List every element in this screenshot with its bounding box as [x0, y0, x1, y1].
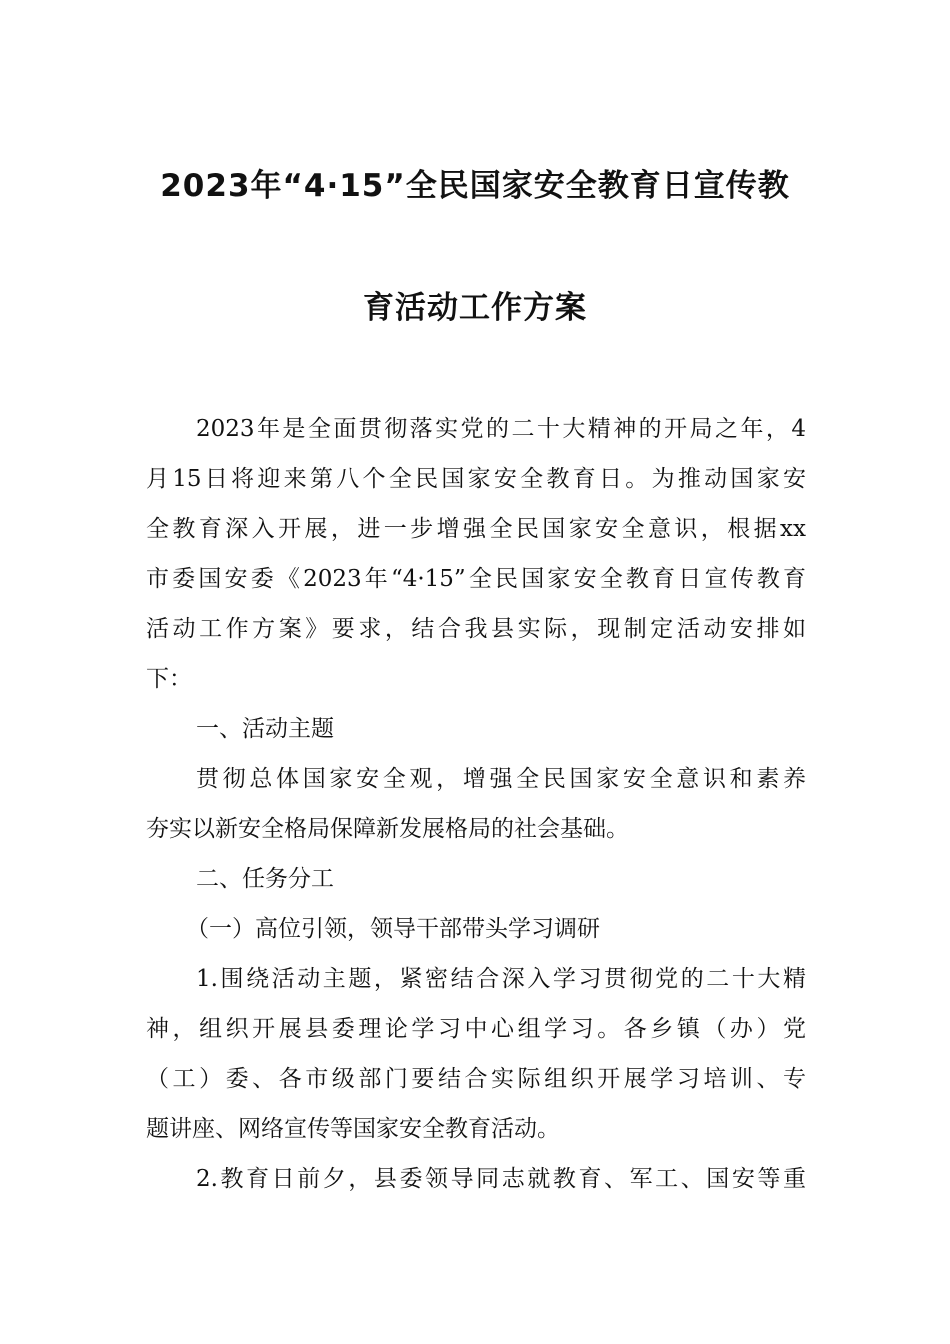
section-2-heading: 二、任务分工 [196, 866, 334, 892]
intro-line-1: 2023年是全面贯彻落实党的二十大精神的开局之年，4 [196, 416, 806, 442]
section-1-heading: 一、活动主题 [196, 716, 334, 742]
document-title-line-1: 2023年“4·15”全民国家安全教育日宣传教 [160, 168, 790, 204]
item-1-line-1: 1.围绕活动主题，紧密结合深入学习贯彻党的二十大精 [196, 966, 806, 992]
item-2-line-1: 2.教育日前夕，县委领导同志就教育、军工、国安等重 [196, 1166, 806, 1192]
item-1-line-4: 题讲座、网络宣传等国家安全教育活动。 [146, 1116, 560, 1142]
item-1-line-2: 神，组织开展县委理论学习中心组学习。各乡镇（办）党 [146, 1016, 806, 1042]
intro-line-6: 下： [146, 666, 192, 692]
subsection-1-heading: （一）高位引领，领导干部带头学习调研 [186, 916, 600, 942]
intro-line-4: 市委国安委《2023年“4·15”全民国家安全教育日宣传教育 [146, 566, 806, 592]
document-title-line-2: 育活动工作方案 [363, 290, 587, 326]
section-1-line-1: 贯彻总体国家安全观，增强全民国家安全意识和素养 [196, 766, 806, 792]
item-1-line-3: （工）委、各市级部门要结合实际组织开展学习培训、专 [146, 1066, 806, 1092]
section-1-line-2: 夯实以新安全格局保障新发展格局的社会基础。 [146, 816, 629, 842]
intro-line-3: 全教育深入开展，进一步增强全民国家安全意识，根据xx [146, 516, 806, 542]
intro-line-2: 月15日将迎来第八个全民国家安全教育日。为推动国家安 [146, 466, 806, 492]
intro-line-5: 活动工作方案》要求，结合我县实际，现制定活动安排如 [146, 616, 806, 642]
